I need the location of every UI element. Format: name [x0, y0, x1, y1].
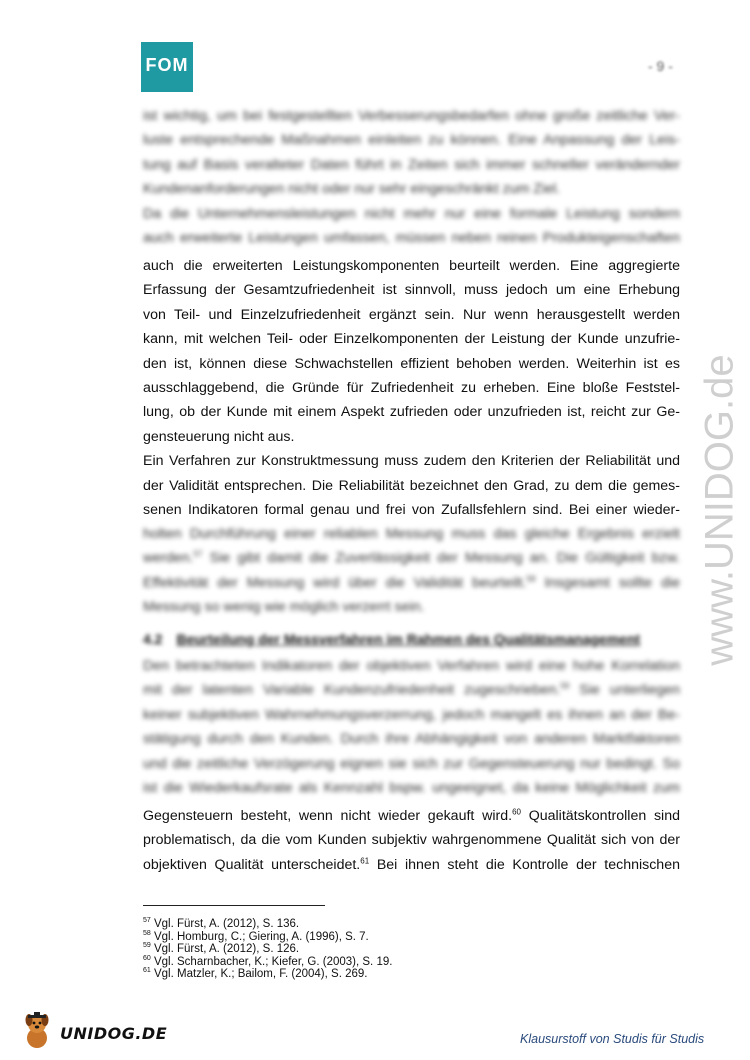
footnotes [143, 918, 392, 981]
text-line: der Validität entsprechen. Die Reliabilität bezeichnet den Grad, zu dem die gemes- [143, 477, 680, 494]
text-line: ist die Wiederkaufsrate als Kennzahl bspw. ungeeignet, da keine Möglichkeit zum [143, 779, 680, 796]
footnote [143, 931, 392, 944]
text-line: auch die erweiterten Leistungskomponenten beurteilt werden. Eine aggregierte [143, 258, 680, 274]
footnote-text: Vgl. Scharnbacher, K.; Kiefer, G. (2003), S. 19. [150, 955, 393, 968]
unidog-brand [22, 1012, 168, 1052]
paragraph-blurred-3 [143, 654, 680, 800]
text-line: problematisch, da die vom Kunden subjektiv wahrgenommene Qualität sich von der [143, 832, 680, 849]
paragraph-clear-1 [143, 254, 680, 522]
watermark-text: www.UNIDOG.de [697, 354, 742, 666]
footnote-text: Vgl. Fürst, A. (2012), S. 136. [150, 918, 300, 930]
text-segment: Gegensteuern besteht, wenn nicht wieder gekauft wird. [143, 808, 513, 824]
footnote-text: Vgl. Fürst, A. (2012), S. 126. [150, 943, 300, 955]
footnote-text: Vgl. Homburg, C.; Giering, A. (1996), S. 7. [150, 930, 369, 943]
paragraph-clear-2 [143, 804, 680, 877]
text-line [143, 853, 680, 877]
text-line: senen Indikatoren formal genau und frei von Zufallsfehlern sind. Bei einer wieder- [143, 501, 680, 518]
footnote-number: 59 [143, 942, 151, 950]
footnote-divider [143, 905, 325, 906]
footnote [143, 956, 392, 969]
page-number: - 9 - [648, 58, 673, 74]
watermark [697, 280, 742, 740]
text-line: Ein Verfahren zur Konstruktmessung muss zudem den Kriterien der Reliabilität und [143, 453, 680, 470]
footnote-number: 57 [143, 917, 151, 925]
footnote-text: Vgl. Matzler, K.; Bailom, F. (2004), S. 269. [150, 968, 368, 980]
text-line: luste entsprechende Maßnahmen einleiten zu können. Eine Anpassung der Leis- [143, 132, 680, 149]
text-line: keiner subjektiven Wahrnehmungsverzerrung, jedoch mangelt es ihnen an der Be- [143, 706, 680, 723]
section-heading [143, 631, 680, 647]
footnote-number: 60 [143, 954, 151, 962]
footnote-ref: 61 [360, 856, 370, 866]
text-line: gensteuerung nicht aus. [143, 428, 295, 445]
text-line [143, 804, 680, 828]
text-segment: Qualitätskontrollen sind [520, 808, 680, 824]
footnote-ref: 60 [512, 807, 521, 817]
text-segment: Sie unterliegen [569, 682, 680, 699]
text-line [143, 546, 680, 570]
footer-tagline: Klausurstoff von Studis für Studis [520, 1032, 705, 1046]
footnote-number: 58 [143, 929, 151, 937]
fom-logo [141, 42, 193, 92]
text-line: ist wichtig, um bei festgestellten Verbesserungsbedarfen ohne große zeitliche Ver- [143, 108, 680, 124]
brand-name: UNIDOG.DE [60, 1024, 168, 1043]
footnote-ref: 59 [560, 681, 570, 691]
footnote [143, 918, 392, 931]
text-line [143, 678, 680, 702]
text-line: Den betrachteten Indikatoren der objektiven Verfahren wird eine hohe Korrelation [143, 658, 680, 674]
text-segment: Insgesamt sollte die [535, 574, 680, 591]
footnote [143, 943, 392, 956]
text-line: auch erweiterte Leistungen umfassen, müssen neben reinen Produkteigenschaften [143, 229, 680, 246]
paragraph-blurred-1 [143, 104, 680, 250]
text-segment: Sie gibt damit die Zuverlässigkeit der Messung an. Die Gültigkeit bzw. [202, 550, 680, 567]
text-line: Kundenanforderungen nicht oder nur sehr eingeschränkt zum Ziel. [143, 181, 561, 198]
text-line: und die zeitliche Verzögerung eignen sie sich zur Gegensteuerung nur bedingt. So [143, 755, 680, 772]
text-line: den ist, können diese Schwachstellen effizient behoben werden. Weiterhin ist es [143, 355, 680, 372]
paragraph-blurred-2 [143, 522, 680, 620]
text-line: Messung so wenig wie möglich verzerrt sein. [143, 599, 425, 616]
text-segment: objektiven Qualität unterscheidet. [143, 856, 361, 873]
text-line: lung, ob der Kunde mit einem Aspekt zufrieden oder unzufrieden ist, reicht zur Ge- [143, 404, 680, 421]
footnote [143, 968, 392, 981]
footnote-ref: 58 [526, 574, 536, 584]
text-line: ausschlaggebend, die Gründe für Zufriedenheit zu erheben. Eine bloße Feststel- [143, 379, 680, 396]
text-line: tung auf Basis veralteter Daten führt in Zeiten sich immer schneller verändernder [143, 156, 680, 173]
text-line [143, 571, 680, 595]
text-segment: Bei ihnen steht die Kontrolle der technischen [369, 856, 680, 873]
text-line: stätigung durch den Kunden. Durch ihre Abhängigkeit von anderen Marktfaktoren [143, 731, 680, 748]
text-line: von Teil- und Einzelzufriedenheit ergänzt sein. Nur wenn herausgestellt werden [143, 306, 680, 323]
text-segment: Effektivität der Messung wird über die Validität beurteilt. [143, 574, 527, 591]
logo-text: FOM [145, 55, 189, 75]
section-title: Beurteilung der Messverfahren im Rahmen des Qualitätsmanagement [176, 631, 641, 647]
section-number: 4.2 [143, 631, 163, 647]
text-segment: werden. [143, 550, 194, 567]
text-line: Da die Unternehmensleistungen nicht mehr nur eine formale Leistung sondern [143, 205, 680, 222]
text-segment: mit der latenten Variable Kundenzufriedenheit zugeschrieben. [143, 682, 561, 699]
footnote-ref: 57 [193, 549, 203, 559]
dog-mascot-icon [22, 1012, 52, 1050]
footnote-number: 61 [143, 967, 151, 975]
text-line: Erfassung der Gesamtzufriedenheit ist sinnvoll, muss jedoch um eine Erhebung [143, 282, 680, 299]
text-line: holten Durchführung einer reliablen Messung muss das gleiche Ergebnis erzielt [143, 526, 680, 542]
text-line: kann, mit welchen Teil- oder Einzelkomponenten der Leistung der Kunde unzufrie- [143, 331, 680, 348]
